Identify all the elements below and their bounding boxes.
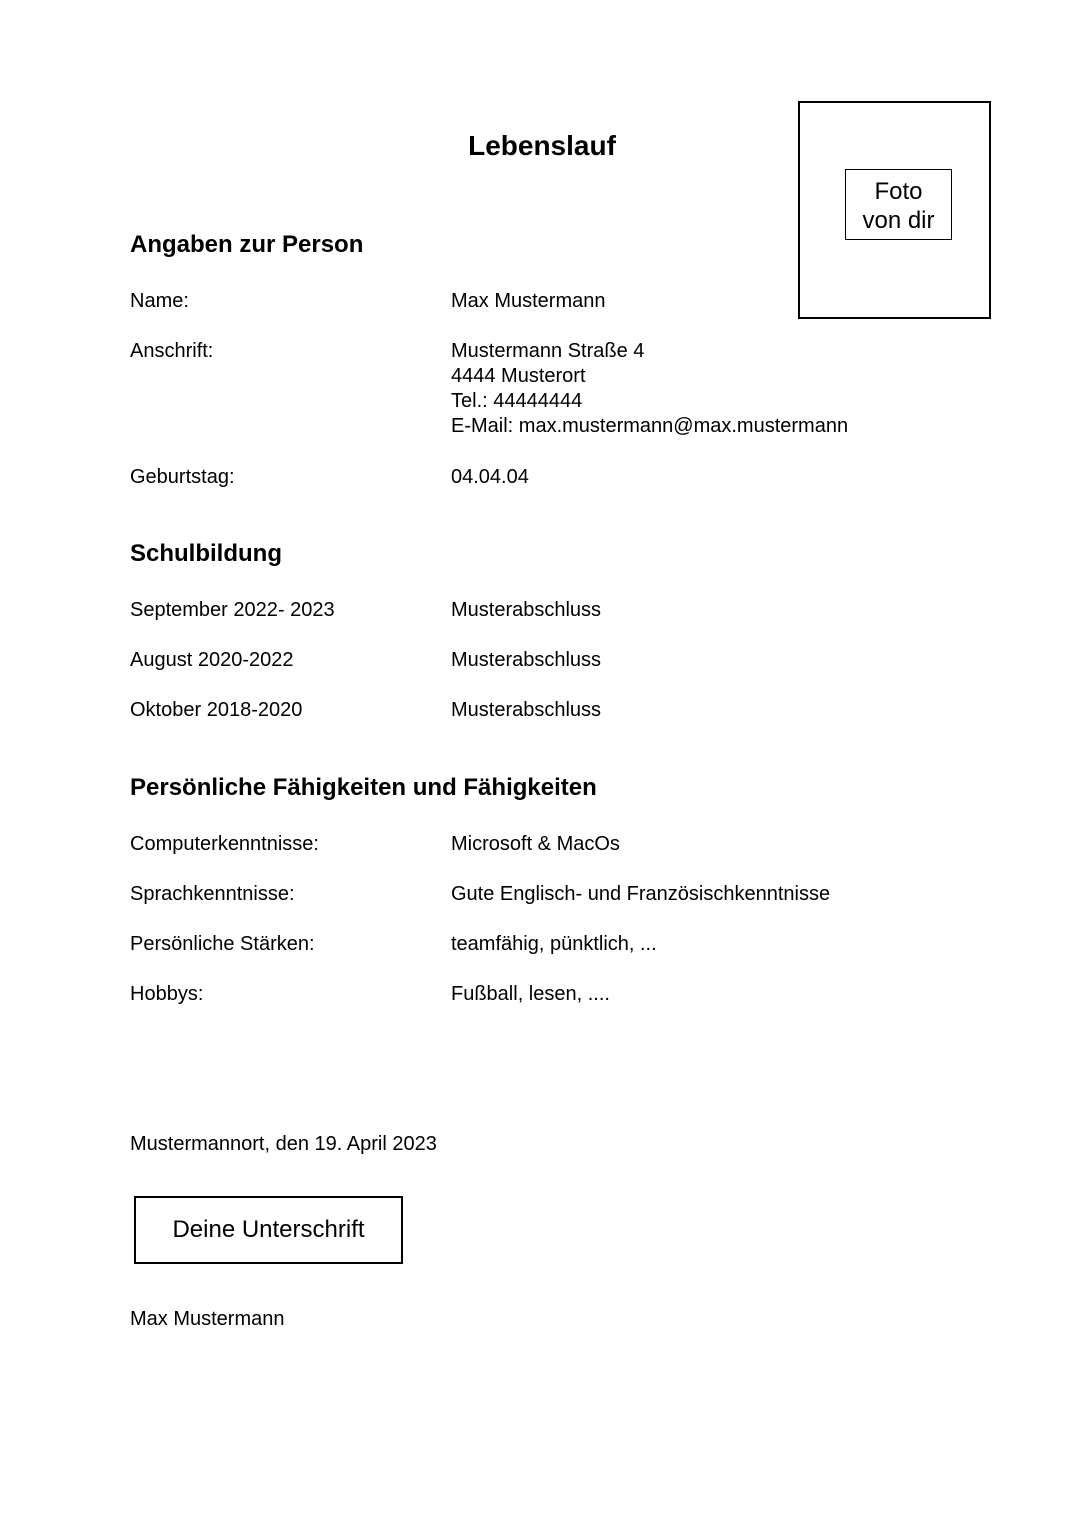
skill-value: teamfähig, pünktlich, ...	[451, 933, 657, 955]
education-period: August 2020-2022	[130, 649, 294, 671]
skill-label: Computerkenntnisse:	[130, 833, 319, 855]
photo-label-line-1: Foto	[874, 178, 923, 205]
skill-value: Microsoft & MacOs	[451, 833, 620, 855]
place-and-date: Mustermannort, den 19. April 2023	[130, 1133, 437, 1155]
education-period: Oktober 2018-2020	[130, 699, 303, 721]
education-degree: Musterabschluss	[451, 599, 602, 621]
skill-value: Fußball, lesen, ....	[451, 983, 610, 1005]
education-degree: Musterabschluss	[451, 699, 602, 721]
name-label: Name:	[130, 290, 189, 312]
address-street: Mustermann Straße 4	[451, 340, 645, 362]
signer-name: Max Mustermann	[130, 1308, 285, 1330]
document-title: Lebenslauf	[468, 130, 616, 161]
birthday-value: 04.04.04	[451, 466, 529, 488]
name-value: Max Mustermann	[451, 290, 606, 312]
skill-label: Sprachkenntnisse:	[130, 883, 295, 905]
skill-value: Gute Englisch- und Französischkenntnisse	[451, 883, 831, 905]
photo-placeholder-frame	[798, 101, 991, 319]
education-degree: Musterabschluss	[451, 649, 602, 671]
birthday-label: Geburtstag:	[130, 466, 235, 488]
education-period: September 2022- 2023	[130, 599, 335, 621]
photo-placeholder-label	[845, 169, 952, 240]
photo-label-line-2: von dir	[862, 207, 935, 234]
skill-label: Persönliche Stärken:	[130, 933, 315, 955]
signature-placeholder-box: Deine Unterschrift	[134, 1196, 403, 1264]
section-heading-personal: Angaben zur Person	[130, 231, 364, 258]
address-phone: Tel.: 44444444	[451, 390, 583, 412]
address-city: 4444 Musterort	[451, 365, 586, 387]
address-email: E-Mail: max.mustermann@max.mustermann	[451, 415, 849, 437]
section-heading-education: Schulbildung	[130, 540, 282, 567]
address-label: Anschrift:	[130, 340, 214, 362]
address-value	[451, 339, 848, 439]
skill-label: Hobbys:	[130, 983, 204, 1005]
section-heading-skills: Persönliche Fähigkeiten und Fähigkeiten	[130, 774, 597, 801]
